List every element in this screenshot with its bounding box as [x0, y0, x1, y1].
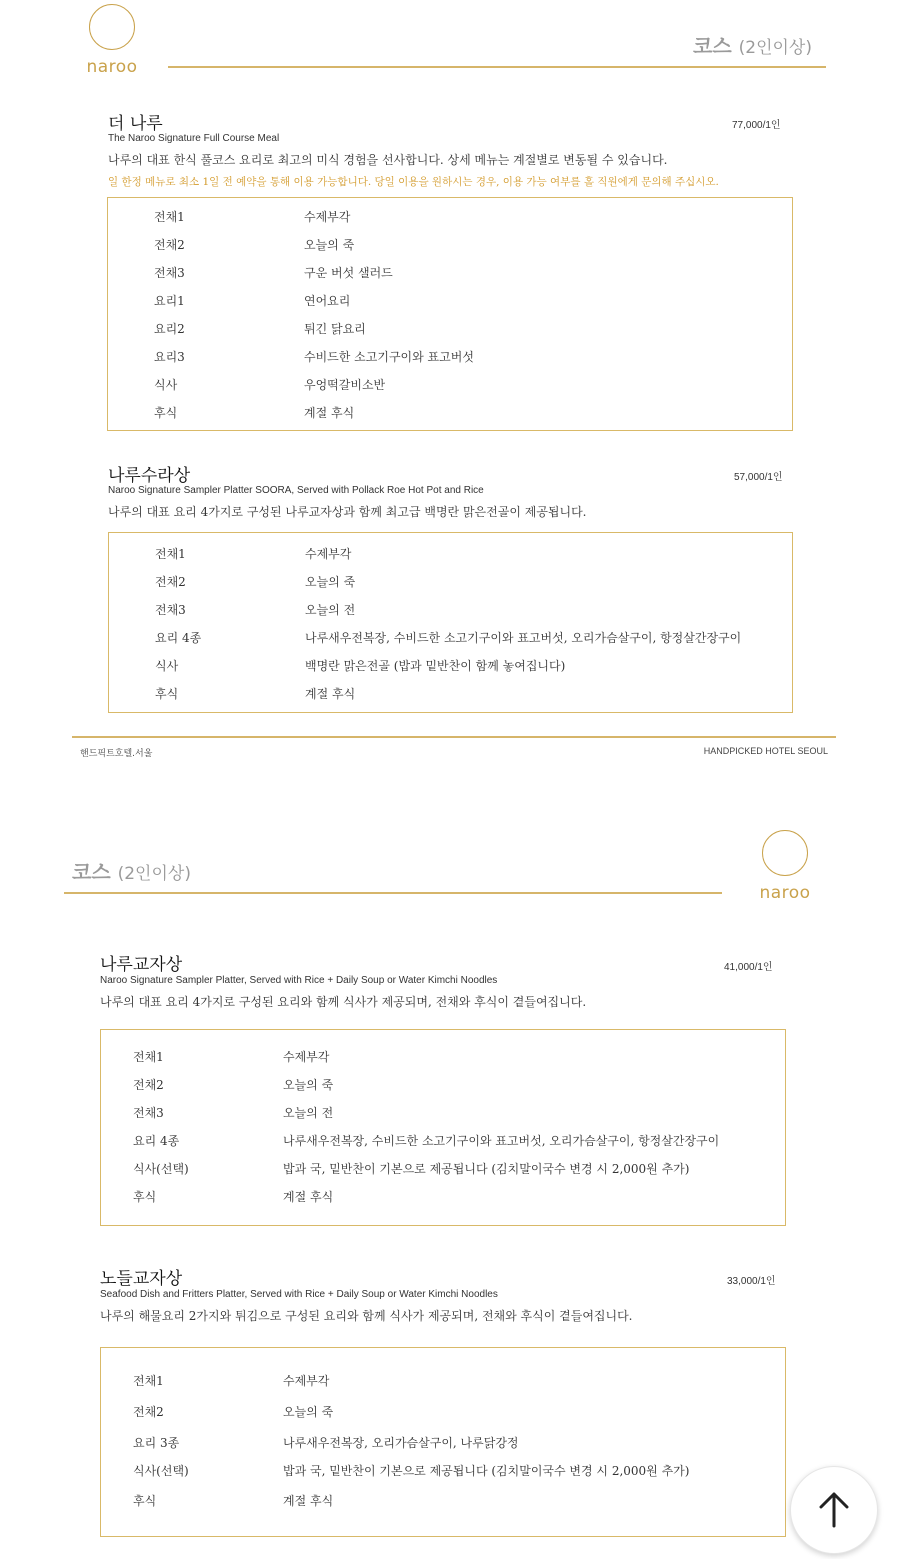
- course-label: 전채2: [133, 1405, 164, 1419]
- menu-page-2: [0, 770, 900, 1559]
- course-dish: 오늘의 전: [305, 603, 356, 617]
- footer-rule: [72, 736, 836, 738]
- menu-english-name: Naroo Signature Sampler Platter SOORA, Served with Pollack Roe Hot Pot and Rice: [108, 485, 484, 496]
- menu-english-name: Seafood Dish and Fritters Platter, Served with Rice + Daily Soup or Water Kimchi Noodles: [100, 1289, 498, 1300]
- course-label: 전채2: [133, 1078, 164, 1092]
- naroo-logo: [753, 830, 817, 902]
- course-label: 전채3: [133, 1106, 164, 1120]
- course-list: [108, 532, 793, 713]
- course-dish: 수비드한 소고기구이와 표고버섯: [304, 350, 474, 364]
- course-dish: 수제부각: [283, 1374, 330, 1388]
- footer-hotel-english: HANDPICKED HOTEL SEOUL: [703, 746, 828, 756]
- menu-name: 더 나루: [108, 114, 163, 134]
- course-label: 식사(선택): [133, 1162, 189, 1176]
- footer-hotel-korean: 핸드픽트호텔.서울: [80, 749, 153, 759]
- scroll-to-top-button[interactable]: [790, 1466, 878, 1554]
- course-dish: 오늘의 죽: [304, 238, 355, 252]
- course-dish: 구운 버섯 샐러드: [304, 266, 393, 280]
- header-rule: [168, 66, 826, 68]
- course-dish: 수제부각: [304, 210, 351, 224]
- course-dish: 계절 후식: [305, 687, 356, 701]
- menu-english-name: The Naroo Signature Full Course Meal: [108, 133, 280, 144]
- logo-ring-icon: [762, 830, 808, 876]
- course-label: 식사: [154, 378, 178, 392]
- course-label: 후식: [154, 406, 178, 420]
- menu-description: 나루의 해물요리 2가지와 튀김으로 구성된 요리와 함께 식사가 제공되며, 전채와 후식이 곁들여집니다.: [100, 1309, 633, 1323]
- menu-english-name: Naroo Signature Sampler Platter, Served with Rice + Daily Soup or Water Kimchi Noodles: [100, 975, 498, 986]
- course-dish: 우엉떡갈비소반: [304, 378, 386, 392]
- menu-name: 나루교자상: [100, 955, 183, 975]
- course-label: 전채2: [155, 575, 186, 589]
- menu-reservation-note: 일 한정 메뉴로 최소 1일 전 예약을 통해 이용 가능합니다. 당일 이용을 원하시는 경우, 이용 가능 여부를 홀 직원에게 문의해 주십시오.: [108, 176, 719, 188]
- menu-description: 나루의 대표 요리 4가지로 구성된 요리와 함께 식사가 제공되며, 전채와 후식이 곁들여집니다.: [100, 995, 587, 1009]
- naroo-logo: [80, 4, 144, 76]
- course-label: 전채1: [133, 1374, 164, 1388]
- title-sub: (2인이상): [738, 38, 812, 58]
- page-title: [693, 30, 812, 59]
- course-label: 전채1: [154, 210, 185, 224]
- menu-description: 나루의 대표 한식 풀코스 요리로 최고의 미식 경험을 선사합니다. 상세 메뉴는 계절별로 변동될 수 있습니다.: [108, 153, 668, 167]
- course-dish: 수제부각: [283, 1050, 330, 1064]
- course-label: 요리3: [154, 350, 185, 364]
- course-label: 요리 4종: [155, 631, 202, 645]
- course-dish: 밥과 국, 밑반찬이 기본으로 제공됩니다 (김치말이국수 변경 시 2,000원 추가): [283, 1464, 690, 1478]
- course-list: [100, 1347, 786, 1537]
- course-dish: 수제부각: [305, 547, 352, 561]
- course-dish: 튀긴 닭요리: [304, 322, 366, 336]
- course-list: [100, 1029, 786, 1226]
- course-dish: 밥과 국, 밑반찬이 기본으로 제공됩니다 (김치말이국수 변경 시 2,000원 추가): [283, 1162, 690, 1176]
- logo-ring-icon: [89, 4, 135, 50]
- course-dish: 연어요리: [304, 294, 351, 308]
- menu-price: 41,000/1인: [724, 962, 773, 973]
- menu-page-1: [0, 0, 900, 770]
- course-dish: 오늘의 죽: [283, 1078, 334, 1092]
- course-dish: 백명란 맑은전골 (밥과 밑반찬이 함께 놓여집니다): [305, 659, 566, 673]
- arrow-up-icon: [817, 1490, 851, 1530]
- menu-price: 57,000/1인: [734, 472, 783, 483]
- course-label: 전채2: [154, 238, 185, 252]
- header-rule: [64, 892, 722, 894]
- course-dish: 나루새우전복장, 오리가슴살구이, 나루닭강정: [283, 1436, 519, 1450]
- course-dish: 계절 후식: [304, 406, 355, 420]
- page-title: [72, 856, 191, 885]
- title-sub: (2인이상): [117, 864, 191, 884]
- course-label: 전채3: [155, 603, 186, 617]
- course-label: 식사(선택): [133, 1464, 189, 1478]
- course-label: 후식: [155, 687, 179, 701]
- title-main: 코스: [72, 860, 111, 884]
- course-dish: 오늘의 죽: [283, 1405, 334, 1419]
- logo-text: naroo: [86, 57, 138, 77]
- title-main: 코스: [693, 34, 732, 58]
- menu-name: 노들교자상: [100, 1269, 183, 1289]
- course-dish: 나루새우전복장, 수비드한 소고기구이와 표고버섯, 오리가슴살구이, 항정살간장구이: [305, 631, 742, 645]
- course-label: 요리1: [154, 294, 185, 308]
- logo-text: naroo: [759, 883, 811, 903]
- course-dish: 계절 후식: [283, 1494, 334, 1508]
- menu-description: 나루의 대표 요리 4가지로 구성된 나루교자상과 함께 최고급 백명란 맑은전골이 제공됩니다.: [108, 505, 587, 519]
- course-dish: 계절 후식: [283, 1190, 334, 1204]
- menu-price: 33,000/1인: [727, 1276, 776, 1287]
- menu-price: 77,000/1인: [732, 120, 781, 131]
- course-label: 전채3: [154, 266, 185, 280]
- course-label: 전채1: [133, 1050, 164, 1064]
- course-label: 요리2: [154, 322, 185, 336]
- course-dish: 나루새우전복장, 수비드한 소고기구이와 표고버섯, 오리가슴살구이, 항정살간장구이: [283, 1134, 720, 1148]
- course-label: 후식: [133, 1190, 157, 1204]
- course-dish: 오늘의 전: [283, 1106, 334, 1120]
- course-label: 후식: [133, 1494, 157, 1508]
- menu-name: 나루수라상: [108, 466, 191, 486]
- course-list: [107, 197, 793, 431]
- course-label: 요리 4종: [133, 1134, 180, 1148]
- course-label: 요리 3종: [133, 1436, 180, 1450]
- course-label: 전채1: [155, 547, 186, 561]
- course-dish: 오늘의 죽: [305, 575, 356, 589]
- course-label: 식사: [155, 659, 179, 673]
